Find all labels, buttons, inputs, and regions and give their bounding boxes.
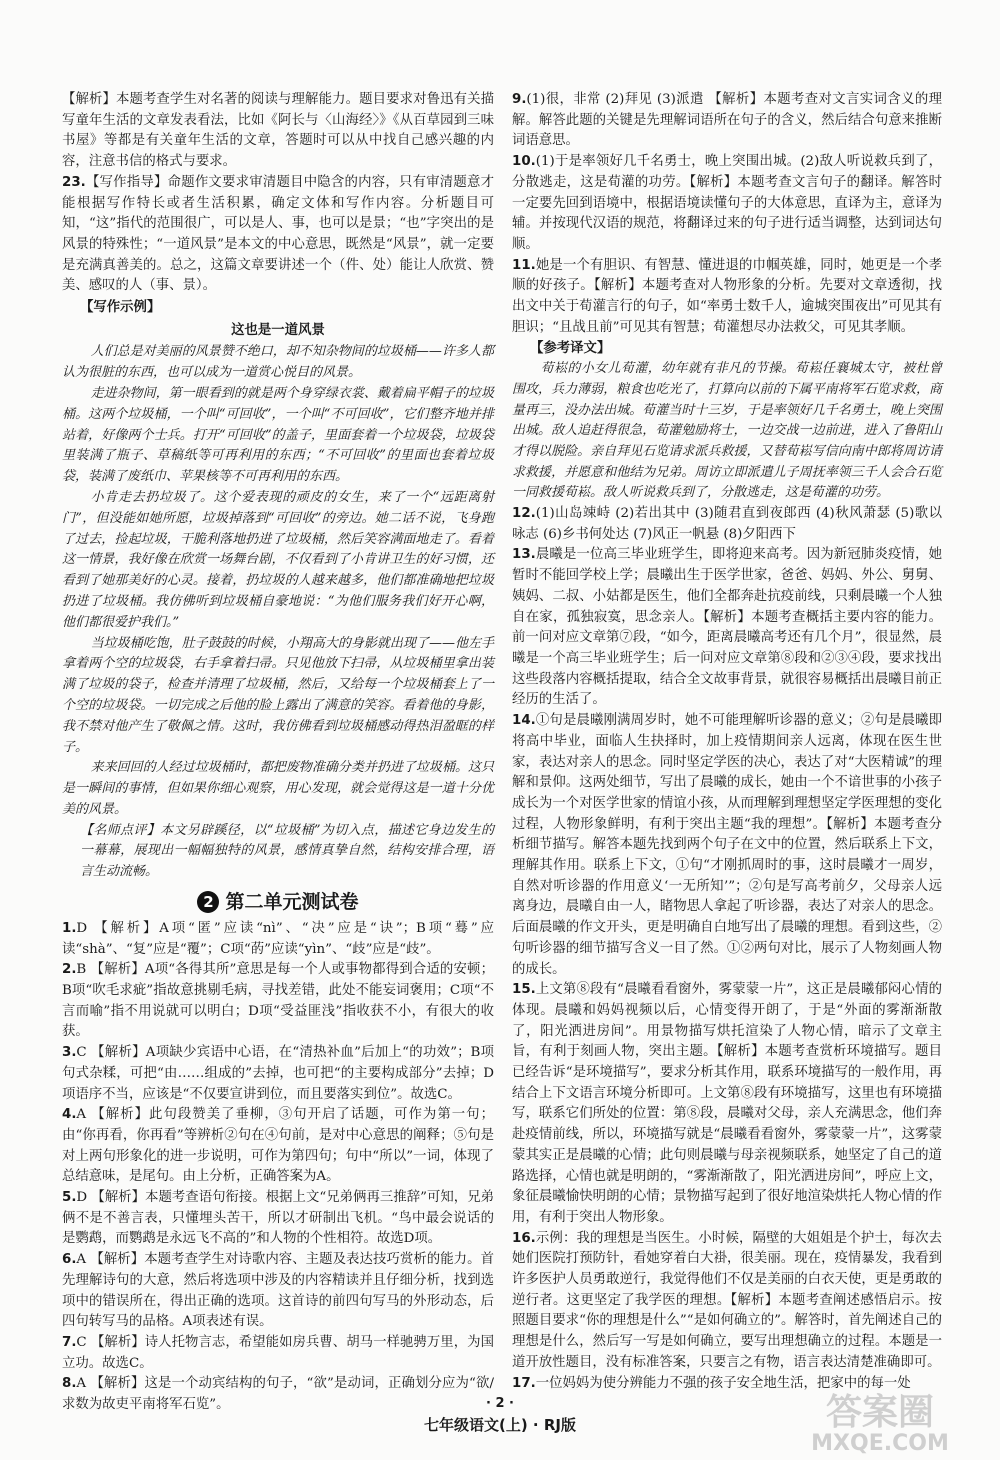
answer-text: A 【解析】本题考查学生对诗歌内容、主题及表达技巧赏析的能力。首先理解诗句的大意，然后将选项中涉及的内容精读并且仔细分析，找到选项中的错误所在，得出正确的选项。这首诗的前四句写马的外形动态，后四句转写马的品格。A项表述有误。: [62, 1252, 494, 1330]
answer-item: [512, 711, 942, 980]
translation-heading: 【参考译文】: [530, 340, 611, 357]
answer-text: A 【解析】此句段赞美了垂柳，③句开启了话题，可作为第一句；由“你再看，你再看”等辨析②句在④句前，是对中心意思的阐释；⑤句是对上两句形象化的进一步说明，可作为第四句；句中“所以”一词，体现了总结意味，是尾句。由上分析，正确答案为A。: [62, 1107, 494, 1185]
example-heading: 【写作示例】: [80, 299, 161, 316]
answer-text: A 【解析】这是一个动宾结构的句子，“欲”是动词，正确划分应为“欲/求数为故吏平南将军石览”。: [62, 1376, 494, 1413]
section-title-text: 第二单元测试卷: [225, 890, 359, 913]
answer-text: (1)于是率领好几千名勇士，晚上突围出城。(2)敌人听说救兵到了，分散逃走，这是荀灌的功劳。【解析】本题考查文言句子的翻译。解答时一定要先回到语境中，根据语境读懂句子的大体意思，直译为主，意译为辅。并按现代汉语的规范，将翻译过来的句子进行适当调整，达到词达句顺。: [512, 154, 942, 252]
answer-number: 4.: [62, 1107, 77, 1123]
answer-item: [62, 1333, 494, 1374]
circled-number-icon: 2: [197, 891, 219, 913]
essay-title: 这也是一道风景: [231, 321, 325, 338]
answer-text: 【写作指导】命题作文要求审清题目中隐含的内容，只有审清题意才能根据写作特长或者生活积累，确定文体和写作内容。分析题目可知，“这”指代的范围很广，可以是人、事，也可以是景；“也”字突出的是风景的特殊性；“一道风景”是本文的中心意思，既然是“风景”，就一定要是充满真善美的。总之，这篇文章要讲述一个（件、处）能让人欣赏、赞美、感叹的人（事、景）。: [62, 174, 494, 294]
answer-item: [62, 1105, 494, 1188]
page-number: · 2 ·: [486, 1396, 514, 1411]
watermark-logo: [762, 1384, 992, 1456]
answer-item: [512, 90, 942, 152]
answer-item: [62, 919, 494, 960]
answer-item: [62, 960, 494, 1043]
essay-body: [62, 342, 494, 820]
answer-text: (1)山岛竦峙 (2)若出其中 (3)随君直到夜郎西 (4)秋风萧瑟 (5)歌以咏志 (6)乡书何处达 (7)风正一帆悬 (8)夕阳西下: [512, 506, 942, 542]
section-title: [62, 889, 494, 915]
answer-number: 6.: [62, 1252, 77, 1268]
answer-text: ①句是晨曦刚满周岁时，她不可能理解听诊器的意义；②句是晨曦即将高中毕业，面临人生抉择时，加上疫情期间亲人远离，体现在医生世家，表达对亲人的思念。同时坚定学医的决心，表达了对“大医精诚”的理解和景仰。这两处细节，写出了晨曦的成长，她由一个不谙世事的小孩子成长为一个对医学世家的情谊小孩，从而理解到理想坚定学医理想的变化过程，人物形象鲜明，有利于突出主题“我的理想”。【解析】本题考查分析细节描写。解答本题先找到两个句子在文中的位置，然后联系上下文，理解其作用。联系上下文，①句“才刚抓周时的事，这时晨曦才一周岁，自然对听诊器的作用意义‘一无所知’”；②句是写高考前夕，父母亲人远离身边，晨曦自由一人，睹物思人拿起了听诊器，表达了对亲人的思念。后面晨曦的作文开头，更是明确自白地写出了晨曦的理想。看到这些，②句听诊器的细节描写含义一目了然。①②两句对比，展示了人物刻画人物的成长。: [512, 713, 942, 977]
page-footer-label: 七年级语文(上) · RJ版: [424, 1416, 576, 1434]
answer-number: 15.: [512, 982, 536, 998]
essay-paragraph: 人们总是对美丽的风景赞不绝口，却不知杂物间的垃圾桶——许多人都认为很脏的东西，也可以成为一道赏心悦目的风景。: [62, 344, 494, 381]
answer-number: 13.: [512, 547, 536, 563]
paragraph-analysis-22: 【解析】本题考查学生对名著的阅读与理解能力。题目要求对鲁迅有关描写童年生活的文章发表看法，比如《阿长与〈山海经〉》《从百草园到三味书屋》等都是有关童年生活的文章，答题时可以从中找自己感兴趣的内容，注意书信的格式与要求。: [62, 92, 494, 170]
answer-item: [512, 980, 942, 1228]
answer-text: B 【解析】A项“各得其所”意思是每一个人或事物都得到合适的安顿；B项“吹毛求疵”指故意挑剔毛病，寻找差错，此处不能妄词褒用；C项“不言而喻”指不用说就可以明白；D项“受益匪浅”指收获不小，有很大的收获。: [62, 962, 494, 1040]
answer-item: [512, 152, 942, 256]
essay-paragraph: 当垃圾桶吃饱，肚子鼓鼓的时候，小翔高大的身影就出现了——他左手拿着两个空的垃圾袋，右手拿着扫帚。只见他放下扫帚，从垃圾桶里拿出装满了垃圾的袋子，检查并清理了垃圾桶，然后，又给每一个垃圾桶套上了一个空的垃圾袋。一切完成之后他的脸上露出了满意的笑容。看着他的身影，我不禁对他产生了敬佩之情。这时，我仿佛看到垃圾桶感动得热泪盈眶的样子。: [62, 635, 494, 755]
answer-number: 1.: [62, 920, 77, 936]
translation-text: 荀崧的小女儿荀灌，幼年就有非凡的节操。荀崧任襄城太守，被杜曾围攻，兵力薄弱，粮食也吃光了，打算向以前的下属平南将军石览求救，商量再三，没办法出城。荀灌当时十三岁，于是率领好几千名勇士，晚上突围出城。敌人追赶得很急，荀灌勉励将士，一边交战一边前进，进入了鲁阳山才得以脱险。亲自拜见石览请求派兵救援，又替荀崧写信向南中郎将周访请求救援，并愿意和他结为兄弟。周访立即派遣儿子周抚率领三千人会合石览一同救援荀崧。敌人听说救兵到了，分散逃走，这是荀灌的功劳。: [512, 361, 942, 501]
essay-paragraph: 来来回回的人经过垃圾桶时，都把废物准确分类并扔进了垃圾桶。这只是一瞬间的事情，但如果你细心观察，用心发现，就会觉得这是一道十分优美的风景。: [62, 760, 494, 817]
answer-item: [62, 1188, 494, 1250]
answer-text: 她是一个有胆识、有智慧、懂进退的巾帼英雄，同时，她更是一个孝顺的好孩子。【解析】本题考查对人物形象的分析。先要对文章透彻，找出文中关于荀灌言行的句子，如“率勇士数千人，逾城突围夜出”可见其有胆识；“且战且前”可见其有智慧；荀灌想尽办法救父，可见其孝顺。: [512, 257, 942, 335]
answer-number: 8.: [62, 1376, 77, 1392]
answer-number: 2.: [62, 962, 77, 978]
answer-number: 23.: [62, 174, 86, 190]
answer-number: 14.: [512, 713, 536, 729]
answer-text: 上文第⑧段有“晨曦看看窗外，雾蒙蒙一片”，这正是晨曦郁闷心情的体现。晨曦和妈妈视频以后，心情变得开朗了，于是“外面的雾渐渐散了，阳光洒进房间”。用景物描写烘托渲染了人物心情，暗示了文章主旨，有利于刻画人物，突出主题。【解析】本题考查赏析环境描写。题目已经告诉“是环境描写”，要求分析其作用，联系环境描写的一般作用，再结合上下文语言环境分析即可。上文第⑧段有环境描写，这里也有环境描写，联系它们所处的位置：第⑧段，晨曦对父母，亲人充满思念，他们奔赴疫情前线，所以，环境描写就是“晨曦看看窗外，雾蒙蒙一片”，这雾蒙蒙其实正是晨曦的心情；此句则晨曦与母亲视频联系，她坚定了自己的道路选择，心情也就是明朗的，“雾渐渐散了，阳光洒进房间”，呼应上文，象征晨曦愉快明朗的心情；景物描写起到了很好地渲染烘托人物心情的作用，有利于突出人物形象。: [512, 982, 942, 1225]
answer-number: 17.: [512, 1375, 536, 1391]
answer-text: D 【解析】本题考查语句衔接。根据上文“兄弟俩再三推辞”可知，兄弟俩不是不善言表，只懂埋头苦干，所以才研制出飞机。“鸟中最会说话的是鹦鹉，而鹦鹉是永远飞不高的”和人物的个性相符。故选D项。: [62, 1190, 494, 1247]
left-column: [62, 90, 494, 1416]
answer-number: 9.: [512, 92, 527, 107]
essay-paragraph: 小肯走去扔垃圾了。这个爱表现的顽皮的女生，来了一个“远距离射门”，但没能如她所愿，垃圾掉落到“可回收”的旁边。她二话不说，飞身跑了过去，捡起垃圾，干脆利落地扔进了垃圾桶，然后笑容满面地走了。看着这一情景，我好像在欣赏一场舞台剧，不仅看到了小肯讲卫生的好习惯，还看到了她那美好的心灵。接着，扔垃圾的人越来越多，他们都准确地把垃圾扔进了垃圾桶。我仿佛听到垃圾桶自豪地说：“为他们服务我们好开心啊，他们都很爱护我们。”: [62, 490, 494, 630]
answer-number: 12.: [512, 506, 536, 522]
watermark-url: MXQE.COM: [811, 1431, 949, 1456]
right-column: [512, 90, 942, 1394]
answer-item: [62, 1043, 494, 1105]
answer-text: 一位妈妈为使分辨能力不强的孩子安全地生活，把家中的每一处: [535, 1375, 911, 1391]
answer-text: D 【解析】A项“匿”应读“nì”、“决”应是“诀”；B项“蓦”应读“shà”、“复”应是“覆”；C项“菂”应读“yìn”、“歧”应是“歧”。: [62, 920, 494, 957]
answer-number: 7.: [62, 1334, 77, 1350]
answer-text: C 【解析】诗人托物言志，希望能如房兵曹、胡马一样驰骋万里，为国立功。故选C。: [62, 1334, 494, 1371]
teacher-comment: 【名师点评】本文另辟蹊径，以“垃圾桶”为切入点，描述它身边发生的一幕幕，展现出一幅幅独特的风景，感情真挚自然，结构安排合理，语言生动流畅。: [80, 822, 494, 880]
answer-item: [512, 545, 942, 711]
answer-item: [512, 256, 942, 339]
answer-number: 5.: [62, 1190, 77, 1206]
essay-paragraph: 走进杂物间，第一眼看到的就是两个身穿绿衣裳、戴着扁平帽子的垃圾桶。这两个垃圾桶，一个叫“可回收”，一个叫“不可回收”，它们整齐地并排站着，好像两个士兵。打开“可回收”的盖子，里面套着一个垃圾袋，垃圾袋里装满了瓶子、草稿纸等可再利用的东西；“不可回收”的里面也套着垃圾袋，装满了废纸巾、苹果核等不可再利用的东西。: [62, 386, 494, 485]
answer-number: 10.: [512, 154, 536, 170]
answer-text: 示例：我的理想是当医生。小时候，隔壁的大姐姐是个护士，每次去她们医院打预防针，看她穿着白大褂，很美丽。现在，疫情暴发，我看到许多医护人员勇敢逆行，我觉得他们不仅是美丽的白衣天使，更是勇敢的逆行者。这更坚定了我学医的理想。【解析】本题考查阐述感悟启示。按照题目要求“你的理想是什么”“是如何确立的”。解答时，首先阐述自己的理想是什么，然后写一写是如何确立，要写出理想确立的过程。本题是一道开放性题目，没有标准答案，只要言之有物，语言表达清楚准确即可。: [512, 1230, 942, 1370]
answer-item: [62, 1250, 494, 1333]
watermark-text: 答案圈: [825, 1392, 935, 1433]
answer-text: (1)很，非常 (2)拜见 (3)派遣 【解析】本题考查对文言实词含义的理解。解答此题的关键是先理解词语所在句子的含义，然后结合句意来推断词语意思。: [512, 92, 942, 149]
answer-number: 16.: [512, 1230, 536, 1246]
answer-number: 3.: [62, 1045, 77, 1061]
answer-item: [512, 1229, 942, 1374]
answer-number: 11.: [512, 257, 536, 273]
answer-item: [512, 504, 942, 545]
answer-text: 晨曦是一位高三毕业班学生，即将迎来高考。因为新冠肺炎疫情，她暂时不能回学校上学；晨曦出生于医学世家，爸爸、妈妈、外公、舅舅、姨妈、二叔、小姑都是医生，他们全都奔赴抗疫前线，只剩晨曦一个人独自在家，孤独寂寞，思念亲人。【解析】本题考查概括主要内容的能力。前一问对应文章第⑦段，“如今，距离晨曦高考还有几个月”，很显然，晨曦是一个高三毕业班学生；后一问对应文章第⑧段和②③④段，要求找出这些段落内容概括提取，结合全文故事背景，就很容易概括出晨曦目前正经历的生活了。: [512, 547, 942, 708]
answer-text: C 【解析】A项缺少宾语中心语，在“清热补血”后加上“的功效”；B项句式杂糅，可把“由……组成的”去掉，也可把“的主要构成部分”去掉；D项语序不当，应该是“不仅要宣讲到位，而且要落实到位”。故选C。: [62, 1045, 494, 1102]
answer-23: [62, 173, 494, 297]
